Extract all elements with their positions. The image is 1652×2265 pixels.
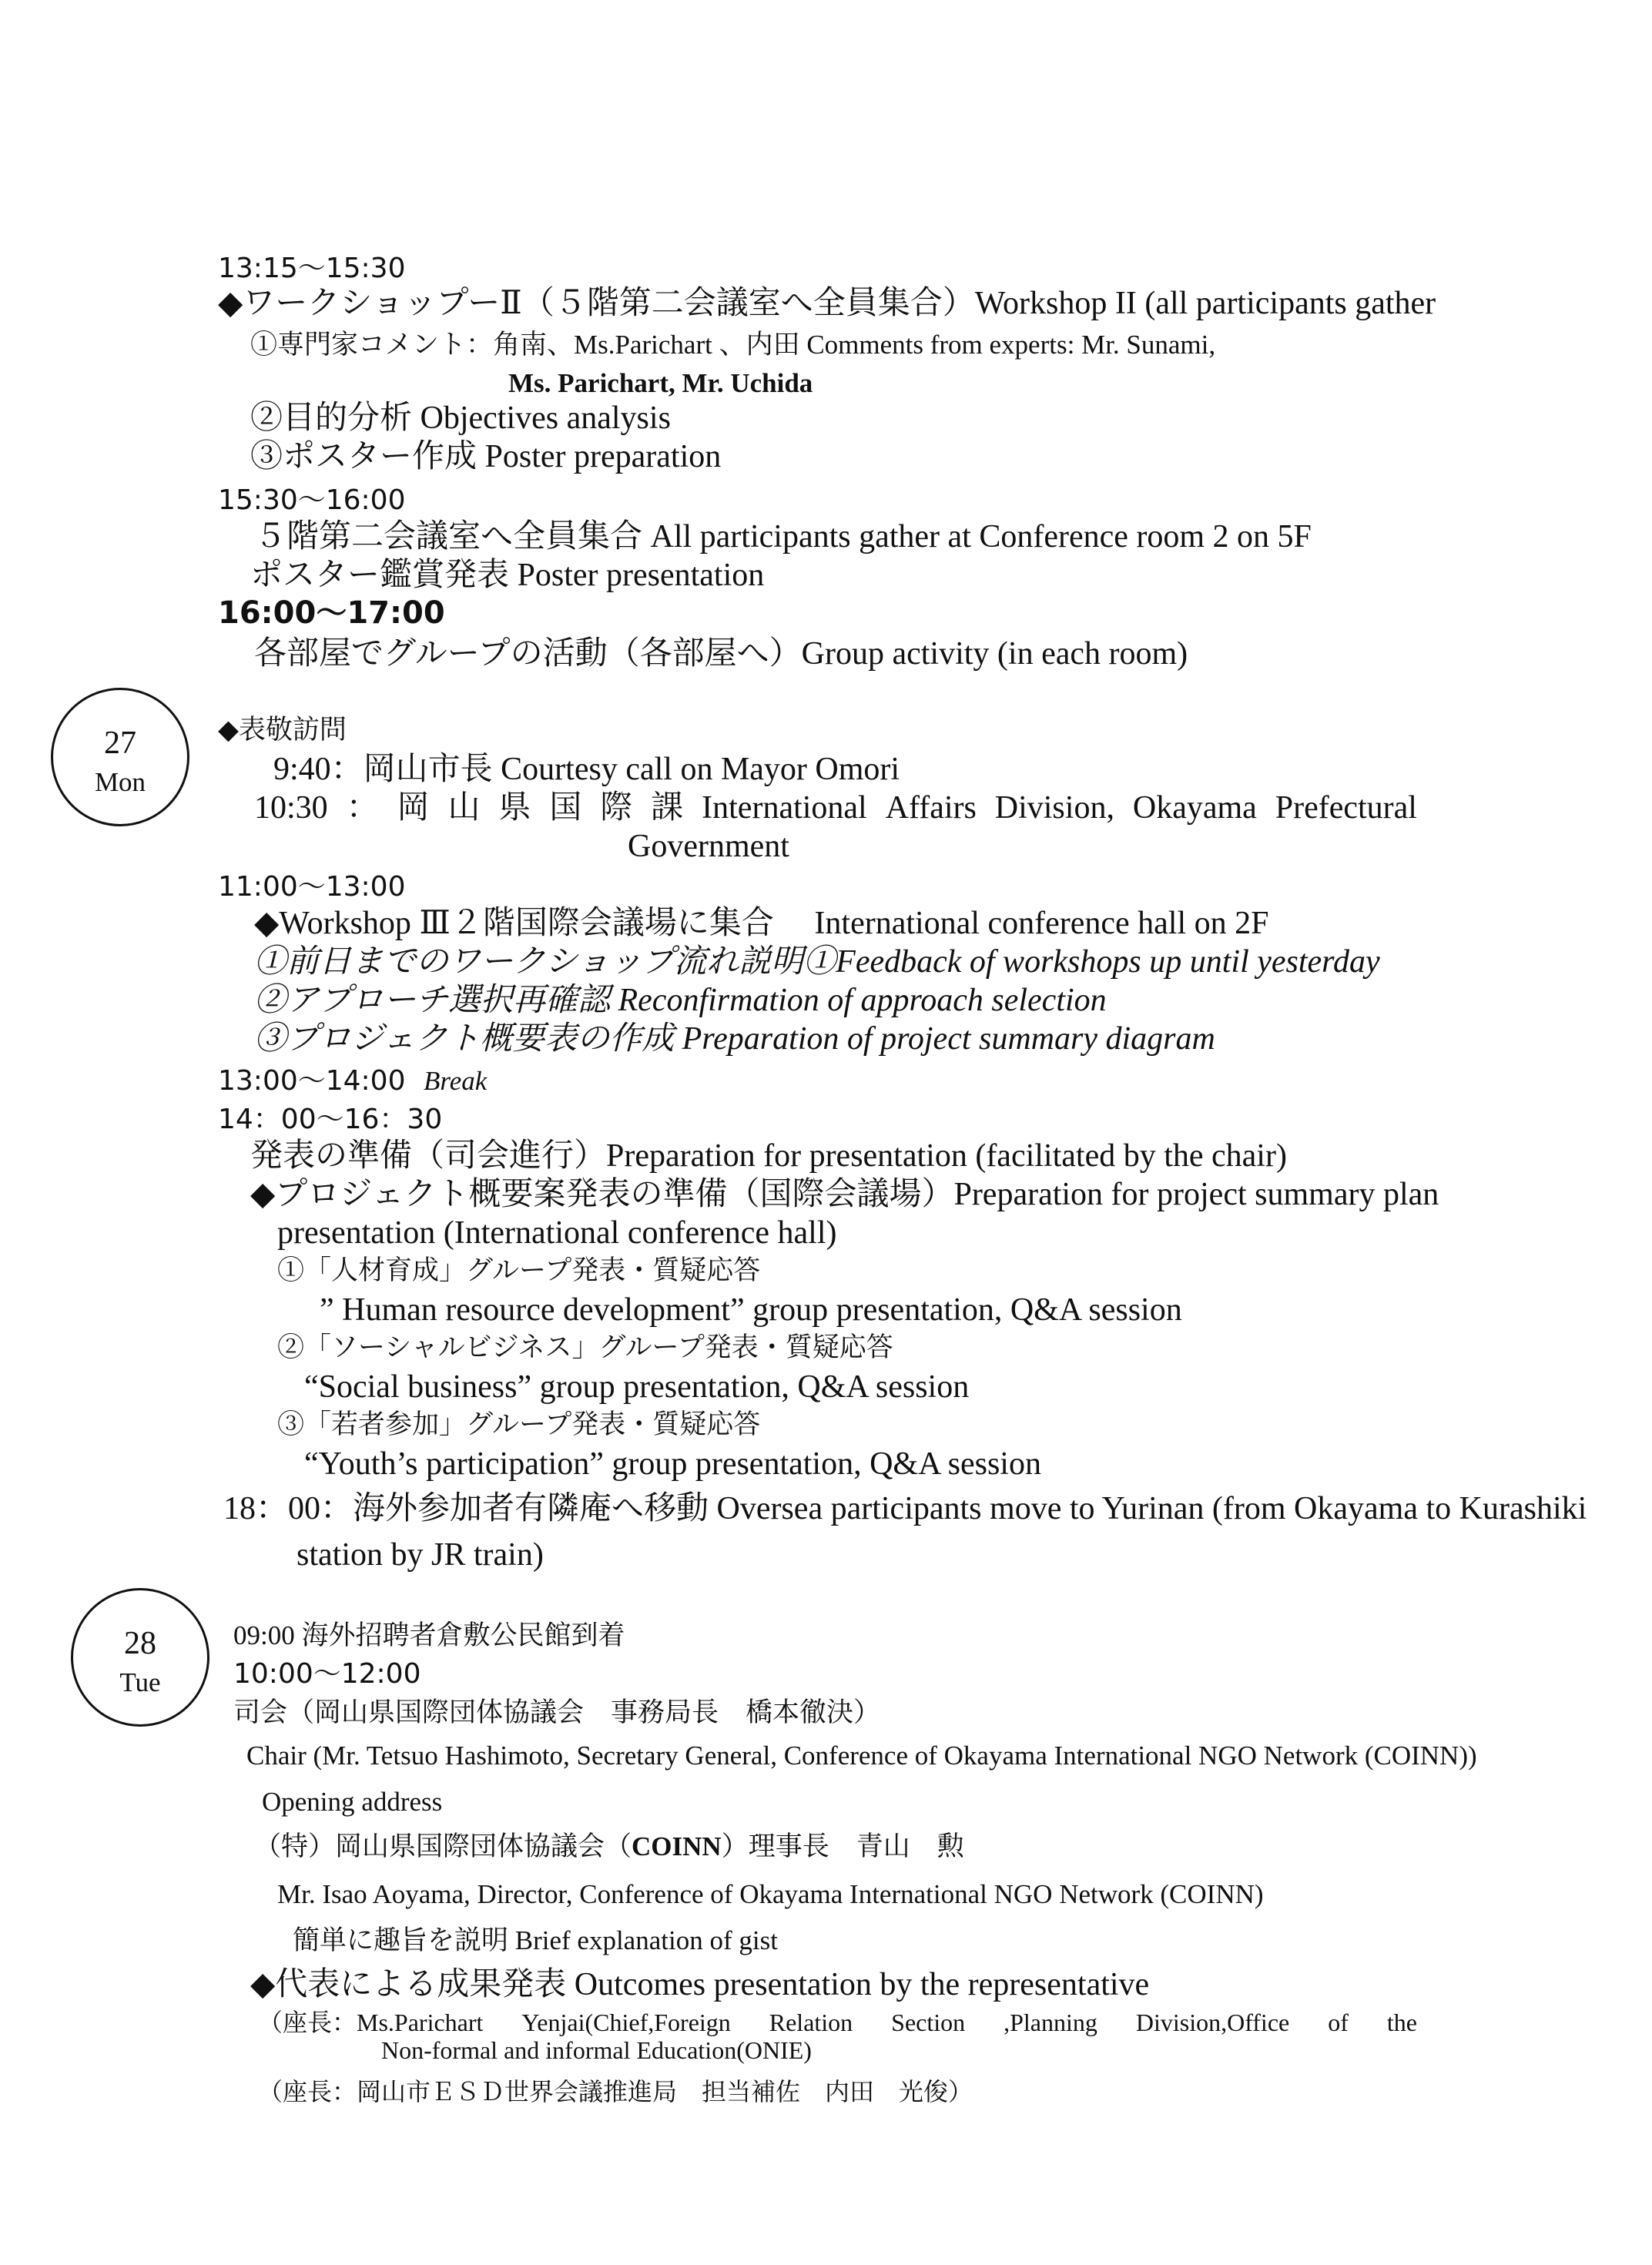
schedule-line: ポスター鑑賞発表 Poster presentation	[250, 558, 765, 593]
time-slot: 10:00～12:00	[233, 1658, 421, 1690]
word: Affairs	[885, 790, 977, 826]
schedule-line: ◆プロジェクト概要案発表の準備（国際会議場）Preparation for project summary plan	[250, 1177, 1439, 1212]
word: 国	[549, 790, 582, 826]
time-slot: 13:15～15:30	[218, 253, 406, 284]
workshop-3-title: ◆Workshop Ⅲ２階国際会議場に集合 International conference hall on 2F	[254, 906, 1269, 941]
director-jp-a: （特）岡山県国際団体協議会（	[254, 1831, 632, 1861]
day-number: 27	[104, 725, 136, 761]
word: Division,Office	[1135, 2009, 1290, 2036]
word: 課	[651, 790, 684, 826]
section-heading: ◆代表による成果発表 Outcomes presentation by the representative	[250, 1967, 1150, 2002]
brief-explanation: 簡単に趣旨を説明 Brief explanation of gist	[293, 1925, 778, 1955]
time-slot: 13:00～14:00	[218, 1065, 406, 1097]
word: Relation	[769, 2009, 853, 2036]
schedule-line: 09:00 海外招聘者倉敷公民館到着	[233, 1620, 625, 1650]
word: the	[1386, 2009, 1417, 2036]
schedule-line: 9:40：岡山市長 Courtesy call on Mayor Omori	[273, 752, 900, 787]
workshop-2-item: ①専門家コメント：角南、Ms.Parichart 、内田 Comments from experts: Mr. Sunami,	[250, 330, 1216, 360]
word: Yenjai(Chief,Foreign	[521, 2009, 731, 2036]
director-jp	[254, 1833, 964, 1860]
word: ：	[346, 790, 379, 826]
schedule-line: station by JR train)	[297, 1537, 544, 1573]
workshop-2-item: ③ポスター作成 Poster preparation	[250, 439, 722, 474]
day-number: 28	[124, 1626, 156, 1661]
schedule-line: ５階第二会議室へ全員集合 All participants gather at Conference room 2 on 5F	[254, 519, 1312, 555]
word: International	[702, 790, 867, 826]
workshop-3-item: ②アプローチ選択再確認 Reconfirmation of approach selection	[254, 983, 1107, 1018]
time-slot: 14：00～16：30	[218, 1104, 443, 1135]
word: Prefectural	[1275, 790, 1417, 826]
schedule-line: 発表の準備（司会進行）Preparation for presentation (facilitated by the chair)	[250, 1138, 1287, 1174]
schedule-line: presentation (International conference hall)	[277, 1215, 837, 1251]
day-of-week: Mon	[94, 767, 146, 797]
chairperson-line: （座長：岡山市ＥＳＤ世界会議推進局 担当補佐 内田 光俊）	[258, 2078, 973, 2106]
word: 10:30	[254, 790, 328, 826]
word: Section	[891, 2009, 966, 2036]
day-circle-27	[51, 688, 189, 826]
break-label: Break	[424, 1066, 488, 1096]
chairperson-line	[258, 2010, 1417, 2035]
chairperson-line: Non-formal and informal Education(ONIE)	[381, 2036, 812, 2064]
time-slot: 11:00～13:00	[218, 871, 406, 903]
word: （座長：Ms.Parichart	[258, 2009, 484, 2036]
schedule-line: Government	[628, 829, 789, 864]
workshop-2-item: Ms. Parichart, Mr. Uchida	[508, 368, 813, 398]
time-slot: 15:30～16:00	[218, 484, 406, 516]
director-jp-b: COINN	[632, 1831, 722, 1861]
schedule-line: 各部屋でグループの活動（各部屋へ）Group activity (in each room)	[254, 636, 1188, 672]
opening-address: Opening address	[262, 1787, 443, 1817]
director-en: Mr. Isao Aoyama, Director, Conference of Okayama International NGO Network (COINN)	[277, 1879, 1264, 1909]
time-slot: 16:00～17:00	[218, 595, 445, 631]
day-circle-28	[71, 1588, 209, 1727]
workshop-3-item: ③プロジェクト概要表の作成 Preparation of project summary diagram	[254, 1021, 1215, 1057]
word: 県	[498, 790, 531, 826]
group-presentation-en: “Youth’s participation” group presentation, Q&A session	[304, 1446, 1041, 1482]
schedule-line	[254, 792, 1417, 824]
chair-jp: 司会（岡山県国際団体協議会 事務局長 橋本徹決）	[233, 1697, 881, 1727]
word: 山	[447, 790, 481, 826]
workshop-2-item: ②目的分析 Objectives analysis	[250, 400, 671, 436]
director-jp-c: ）理事長 青山 勲	[721, 1831, 964, 1861]
word: Division,	[994, 790, 1114, 826]
day-of-week: Tue	[119, 1667, 161, 1697]
word: 際	[600, 790, 633, 826]
workshop-2-title: ◆ワークショップーⅡ（５階第二会議室へ全員集合）Workshop II (all participants gather	[218, 286, 1436, 321]
word: Okayama	[1132, 790, 1257, 826]
group-presentation-jp: ②「ソーシャルビジネス」グループ発表・質疑応答	[277, 1332, 893, 1362]
word: ,Planning	[1004, 2009, 1097, 2036]
workshop-3-item: ①前日までのワークショップ流れ説明①Feedback of workshops up until yesterday	[254, 944, 1380, 980]
group-presentation-jp: ①「人材育成」グループ発表・質疑応答	[277, 1255, 761, 1285]
group-presentation-en: “Social business” group presentation, Q&A session	[304, 1369, 970, 1405]
section-heading: ◆表敬訪問	[218, 715, 347, 745]
group-presentation-jp: ③「若者参加」グループ発表・質疑応答	[277, 1409, 761, 1439]
chair-en: Chair (Mr. Tetsuo Hashimoto, Secretary General, Conference of Okayama International NGO Network (COINN))	[246, 1741, 1477, 1771]
word: of	[1328, 2009, 1349, 2036]
word: 岡	[397, 790, 430, 826]
group-presentation-en: ” Human resource development” group presentation, Q&A session	[320, 1292, 1182, 1328]
schedule-line: 18：00：海外参加者有隣庵へ移動 Oversea participants move to Yurinan (from Okayama to Kurashiki	[223, 1491, 1587, 1526]
